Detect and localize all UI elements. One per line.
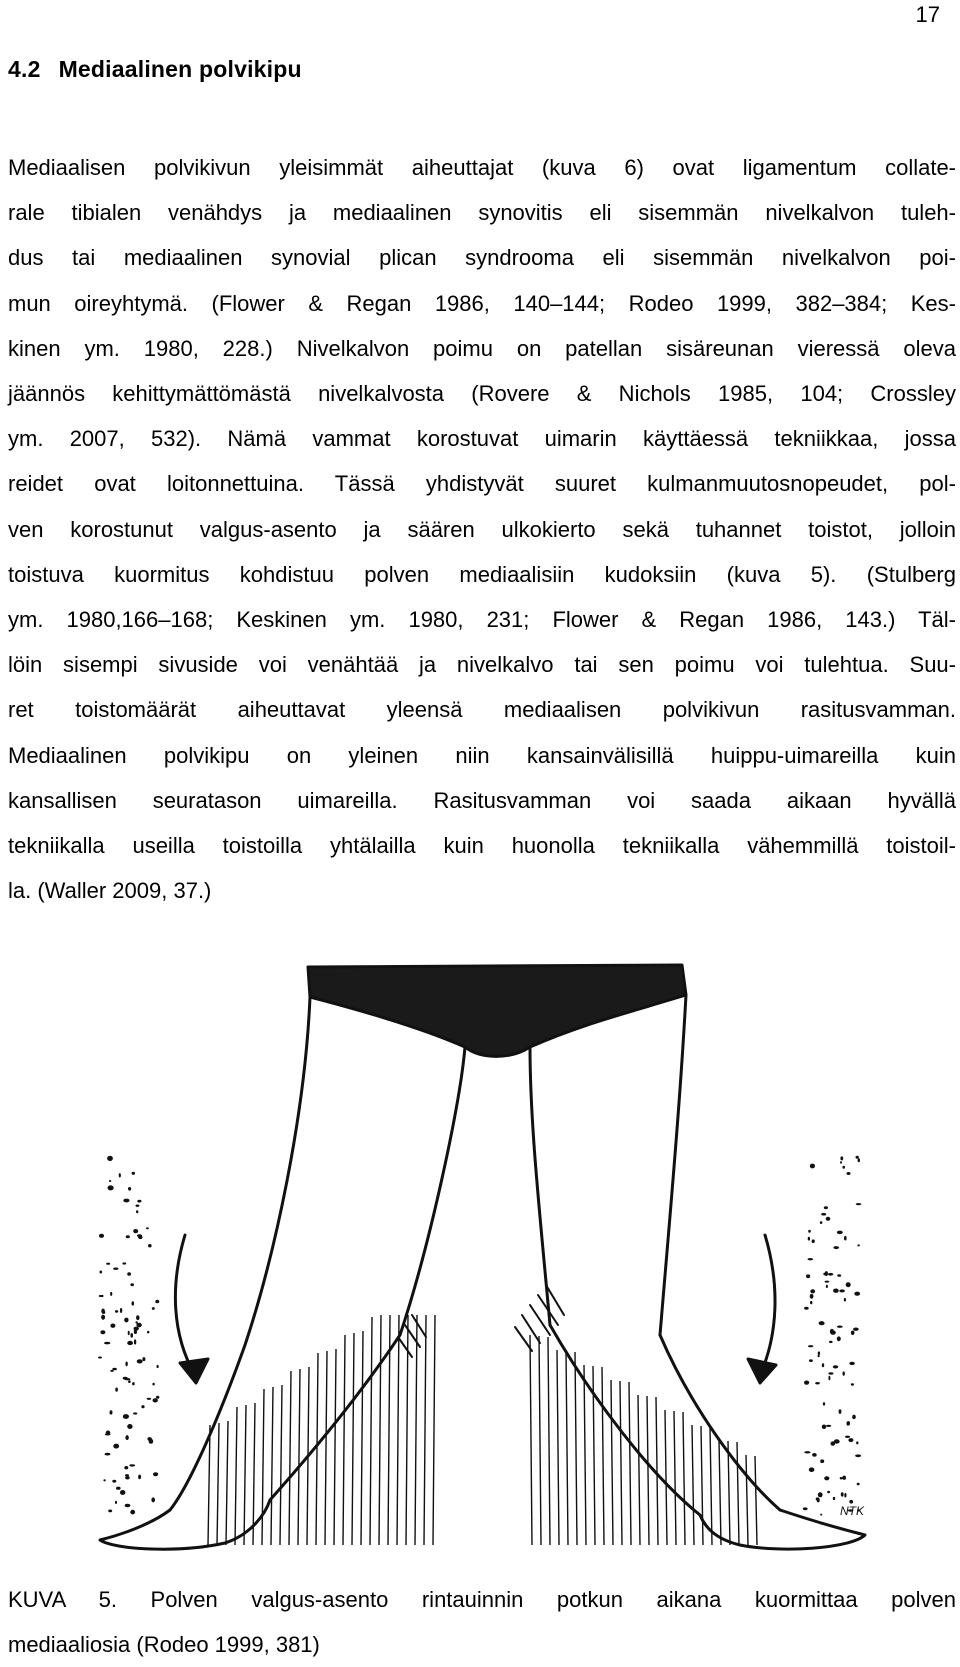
splash-dot (136, 1210, 138, 1213)
hatch-line (710, 1427, 712, 1545)
splash-dot (824, 1206, 828, 1209)
left-arrowhead (180, 1359, 208, 1383)
body-line: kinen ym. 1980, 228.) Nivelkalvon poimu on patellan sisäreunan vieressä oleva (8, 335, 956, 361)
body-line: Mediaalisen polvikivun yleisimmät aiheuttajat (kuva 6) ovat ligamentum collate- (8, 155, 956, 180)
hatch-line (208, 1425, 210, 1545)
left-shin-upper (170, 1345, 245, 1510)
splash-dot (823, 1273, 826, 1276)
splash-dot (828, 1273, 833, 1276)
splash-dot (153, 1472, 158, 1476)
splash-dot (100, 1271, 103, 1274)
splash-dot (107, 1156, 113, 1161)
splash-dot (127, 1341, 133, 1345)
splash-dot (123, 1414, 129, 1419)
splash-dot (132, 1382, 135, 1385)
hatch-line (548, 1337, 550, 1545)
body-line: mun oireyhtymä. (Flower & Regan 1986, 140–144; Rodeo 1999, 382–384; Kes- (8, 290, 956, 316)
hatch-line (692, 1425, 694, 1545)
splash-dot (812, 1453, 817, 1457)
splash-dot (152, 1307, 155, 1310)
splash-dot (857, 1483, 860, 1486)
hatch-line (316, 1353, 318, 1545)
splash-dot (152, 1383, 154, 1386)
splash-dot (825, 1281, 830, 1283)
left-thigh-outline (245, 997, 310, 1345)
body-line: ym. 2007, 532). Nämä vammat korostuvat uimarin käyttäessä tekniikkaa, jossa (8, 426, 956, 452)
splash-dot (124, 1378, 130, 1380)
hatch-line (325, 1351, 327, 1545)
splash-dot (853, 1328, 859, 1331)
hatch-line (557, 1350, 559, 1545)
splash-dot (815, 1382, 820, 1384)
splash-dot (132, 1301, 135, 1305)
splash-dot (128, 1331, 130, 1335)
splash-dot (833, 1289, 839, 1293)
splash-dot (819, 1321, 825, 1325)
splash-dot (101, 1309, 105, 1314)
splash-dot (103, 1479, 105, 1481)
splash-dot (157, 1365, 159, 1368)
body-line: dus tai mediaalinen synovial plican syndrooma eli sisemmän nivelkalvon poi- (8, 245, 956, 271)
splash-dot (845, 1436, 850, 1438)
hatch-line (343, 1335, 345, 1545)
splash-dot (804, 1451, 810, 1453)
splash-dot (808, 1258, 814, 1260)
splash-dot (110, 1324, 115, 1328)
splash-dot (109, 1180, 111, 1182)
hatch-line (665, 1410, 667, 1545)
body-line: la. (Waller 2009, 37.) (8, 878, 212, 904)
splash-dot (828, 1376, 830, 1381)
splash-dot (826, 1285, 828, 1288)
section-heading (8, 56, 302, 83)
splash-dot (110, 1370, 113, 1372)
hatch-line (334, 1349, 336, 1545)
splash-dot (98, 1357, 102, 1359)
splash-dot (153, 1398, 158, 1402)
hatch-line (388, 1315, 390, 1545)
body-line: kansallisen seuratason uimareilla. Rasitusvamman voi saada aikaan hyvällä (8, 787, 956, 813)
splash-dot (101, 1315, 105, 1320)
splash-dot (146, 1227, 149, 1229)
splash-dot (849, 1362, 855, 1365)
section-number: 4.2 (8, 56, 41, 82)
body-paragraph (8, 145, 956, 913)
hatch-line (755, 1456, 757, 1545)
hatch-line (674, 1411, 676, 1545)
hatch-line (638, 1395, 640, 1545)
hatch-line (397, 1315, 399, 1545)
motion-hatching (208, 1315, 757, 1545)
splash-dot (125, 1504, 131, 1507)
splash-dot (133, 1229, 138, 1233)
splash-dot (106, 1431, 111, 1436)
splash-dot (124, 1466, 128, 1469)
splash-dot (824, 1476, 829, 1480)
splash-dot (138, 1475, 141, 1480)
splash-dot (844, 1298, 846, 1302)
hatch-line (746, 1455, 748, 1545)
splash-dot (816, 1497, 820, 1500)
splash-dot (149, 1439, 154, 1444)
splash-dot (837, 1274, 841, 1277)
splash-dot (151, 1497, 155, 1502)
splash-dot (856, 1441, 858, 1444)
splash-dot (810, 1289, 815, 1293)
splash-dot (808, 1230, 811, 1233)
splash-dot (120, 1308, 122, 1313)
splash-dot (125, 1362, 127, 1367)
splash-dot (854, 1292, 860, 1296)
splash-dot (848, 1421, 850, 1425)
splash-dot (822, 1363, 824, 1367)
splash-dot (122, 1262, 126, 1264)
artist-signature: NTK (840, 1504, 864, 1518)
splash-dot (806, 1274, 810, 1278)
body-line: tekniikalla useilla toistoilla yhtälailla kuin huonolla tekniikalla vähemmillä toistoil- (8, 833, 956, 859)
splash-dot (844, 1493, 846, 1498)
hatch-line (575, 1352, 577, 1545)
splash-dot (826, 1217, 831, 1221)
splash-dot (113, 1268, 118, 1270)
splash-dot (133, 1412, 137, 1414)
splash-dot (820, 1459, 824, 1463)
splash-dot (125, 1435, 128, 1440)
splash-dot (840, 1161, 842, 1164)
hatch-line (584, 1365, 586, 1545)
swim-trunks (308, 965, 686, 1056)
splash-dot (137, 1234, 142, 1237)
splash-dot (843, 1371, 845, 1375)
splash-dot (115, 1501, 117, 1504)
body-line: ym. 1980,166–168; Keskinen ym. 1980, 231; Flower & Regan 1986, 143.) Täl- (8, 607, 956, 633)
splash-dot (124, 1318, 128, 1323)
splash-dot (113, 1444, 119, 1449)
splash-dot (833, 1246, 839, 1249)
splash-dot (818, 1355, 820, 1357)
splash-dot (137, 1200, 141, 1203)
splash-dot (818, 1351, 820, 1355)
medial-knee-marks-left (398, 1315, 426, 1357)
figure-caption (8, 1577, 956, 1667)
hatch-line (611, 1380, 613, 1545)
splash-dot (142, 1357, 145, 1361)
splash-dot (130, 1510, 135, 1515)
splash-dot (808, 1345, 813, 1347)
body-line: ret toistomäärät aiheuttavat yleensä mediaalisen polvikivun rasitusvamman. (8, 697, 956, 723)
splash-dot (830, 1329, 834, 1334)
splash-dot (125, 1474, 129, 1476)
splash-dot (136, 1205, 140, 1207)
hatch-line (262, 1389, 264, 1545)
splash-dot (808, 1237, 810, 1241)
hatch-line (737, 1442, 739, 1545)
splash-dot (127, 1424, 132, 1429)
hatch-line (217, 1423, 219, 1545)
splash-dot (156, 1396, 159, 1399)
splash-dot (823, 1402, 825, 1405)
splash-dot (858, 1158, 860, 1162)
splash-dot (126, 1235, 130, 1238)
splash-dot (856, 1156, 859, 1159)
splash-dot (829, 1341, 833, 1343)
splash-dot (135, 1321, 137, 1323)
hatch-line (289, 1371, 291, 1545)
splash-dot (822, 1425, 826, 1430)
hatch-line (539, 1336, 541, 1545)
hatch-line (361, 1331, 363, 1545)
splash-dot (857, 1244, 860, 1246)
splash-dot (110, 1410, 113, 1414)
splash-dot (125, 1476, 130, 1480)
splash-dot (128, 1187, 131, 1191)
right-arrowhead (748, 1359, 776, 1383)
hatch-line (307, 1367, 309, 1545)
splash-dot (119, 1173, 121, 1177)
left-rotation-arrow (175, 1235, 195, 1375)
splash-dot (99, 1234, 104, 1238)
splash-dot (842, 1166, 845, 1169)
splash-dot (115, 1310, 118, 1313)
hatch-line (719, 1440, 721, 1545)
splash-dot (820, 1221, 823, 1224)
splash-dot (134, 1339, 136, 1344)
body-line: rale tibialen venähdys ja mediaalinen synovitis eli sisemmän nivelkalvon tuleh- (8, 200, 956, 226)
right-shin-lower (550, 1325, 700, 1515)
body-line: Mediaalinen polvikipu on yleinen niin kansainvälisillä huippu-uimareilla kuin (8, 742, 956, 768)
splash-dot (100, 1330, 105, 1334)
hatch-line (530, 1335, 532, 1545)
body-line: reidet ovat loitonnettuina. Tässä yhdistyvät suuret kulmanmuutosnopeudet, pol- (8, 471, 956, 497)
splash-dot (810, 1294, 814, 1299)
splash-dot (134, 1327, 139, 1331)
hatch-line (683, 1412, 685, 1545)
splash-dot (826, 1425, 831, 1427)
hatch-line (629, 1382, 631, 1545)
splash-dot (112, 1368, 117, 1371)
page-number: 17 (915, 2, 940, 27)
splash-dot (108, 1510, 112, 1513)
caption-line: KUVA 5. Polven valgus-asento rintauinnin potkun aikana kuormittaa polven (8, 1587, 956, 1612)
splash-dot (810, 1301, 812, 1304)
splash-dot (818, 1492, 823, 1497)
splash-dot (852, 1415, 856, 1419)
splash-dot (846, 1282, 851, 1287)
splash-dot (841, 1492, 844, 1496)
hatch-line (620, 1381, 622, 1545)
splash-dot (120, 1490, 125, 1495)
splash-dot (820, 1514, 822, 1516)
legs-drawing (60, 955, 900, 1555)
splash-dot (844, 1236, 847, 1241)
left-thigh-inner (400, 1047, 465, 1335)
hatch-line (280, 1385, 282, 1545)
splash-dot (833, 1497, 835, 1500)
splash-dot (155, 1300, 159, 1304)
splash-dot (132, 1172, 135, 1175)
splash-dot (137, 1359, 143, 1363)
splash-dot (147, 1398, 151, 1400)
hatch-line (602, 1367, 604, 1545)
splash-dot (842, 1476, 846, 1480)
hatch-line (379, 1315, 381, 1545)
splash-dot (855, 1454, 861, 1457)
splash-dot (148, 1244, 152, 1247)
splash-dot (809, 1467, 815, 1472)
splash-dot (856, 1203, 862, 1205)
body-line: löin sisempi sivuside voi venähtää ja nivelkalvo tai sen poimu voi tulehtua. Suu- (8, 652, 956, 678)
splash-dot (809, 1359, 813, 1362)
caption-line: mediaaliosia (Rodeo 1999, 381) (8, 1632, 320, 1657)
splash-dot (108, 1185, 114, 1190)
splash-dot (803, 1507, 808, 1510)
body-line: toistuva kuormitus kohdistuu polven mediaalisiin kudoksiin (kuva 5). (Stulberg (8, 561, 956, 587)
hatch-line (226, 1421, 228, 1545)
splash-dot (833, 1365, 838, 1368)
splash-dot (827, 1491, 830, 1494)
body-line: jäännös kehittymättömästä nivelkalvosta (Rovere & Nichols 1985, 104; Crossley (8, 381, 956, 407)
hatch-line (244, 1405, 246, 1545)
splash-dot (828, 1372, 833, 1374)
splash-dot (821, 1213, 826, 1216)
right-rotation-arrow (760, 1235, 775, 1375)
splash-dot (849, 1500, 853, 1504)
breaststroke-kick-illustration (60, 955, 900, 1555)
hatch-line (433, 1315, 435, 1545)
hatch-line (566, 1351, 568, 1545)
right-thigh-outline (660, 995, 686, 1335)
hatch-line (656, 1397, 658, 1545)
splash-dot (141, 1405, 144, 1408)
splash-dot (837, 1326, 843, 1328)
hatch-line (298, 1369, 300, 1545)
splash-dot (851, 1383, 854, 1385)
splash-dot (99, 1295, 104, 1297)
hatch-line (235, 1407, 237, 1545)
splash-dot (834, 1439, 840, 1443)
splash-dot (804, 1381, 809, 1385)
splash-dot (136, 1315, 139, 1320)
body-line: ven korostunut valgus-asento ja säären ulkokierto sekä tuhannet toistot, jolloin (8, 516, 956, 542)
splash-dot (112, 1480, 116, 1483)
splash-dot (129, 1464, 135, 1466)
hatch-line (415, 1315, 417, 1545)
splash-dot (110, 1292, 112, 1296)
splash-dot (840, 1477, 843, 1479)
hatch-line (271, 1387, 273, 1545)
splash-dot (840, 1156, 843, 1160)
splash-dot (115, 1388, 118, 1392)
splash-dot (837, 1336, 841, 1341)
splash-dot (130, 1283, 134, 1286)
splash-dot (104, 1342, 110, 1345)
hatch-line (701, 1426, 703, 1545)
hatch-line (647, 1396, 649, 1545)
section-title: Mediaalinen polvikipu (58, 56, 302, 82)
splash-dot (837, 1231, 843, 1235)
splash-dot (123, 1199, 129, 1203)
splash-dot (847, 1172, 851, 1175)
splash-dot (106, 1263, 110, 1265)
splash-dot (147, 1331, 149, 1334)
hatch-line (352, 1333, 354, 1545)
splash-dot (812, 1239, 815, 1243)
splash-dot (848, 1438, 853, 1442)
splash-dot (128, 1380, 131, 1383)
splash-dot (105, 1453, 111, 1456)
splash-dot (804, 1307, 809, 1310)
splash-dot (839, 1289, 845, 1292)
hatch-line (424, 1315, 426, 1545)
right-thigh-inner (530, 1047, 550, 1325)
splash-dot (127, 1272, 131, 1276)
splash-dot (116, 1487, 121, 1490)
splash-dot (130, 1333, 133, 1338)
splash-dot (851, 1331, 855, 1336)
splash-dot (839, 1409, 842, 1414)
splash-dot (810, 1164, 815, 1169)
hatch-line (370, 1317, 372, 1545)
